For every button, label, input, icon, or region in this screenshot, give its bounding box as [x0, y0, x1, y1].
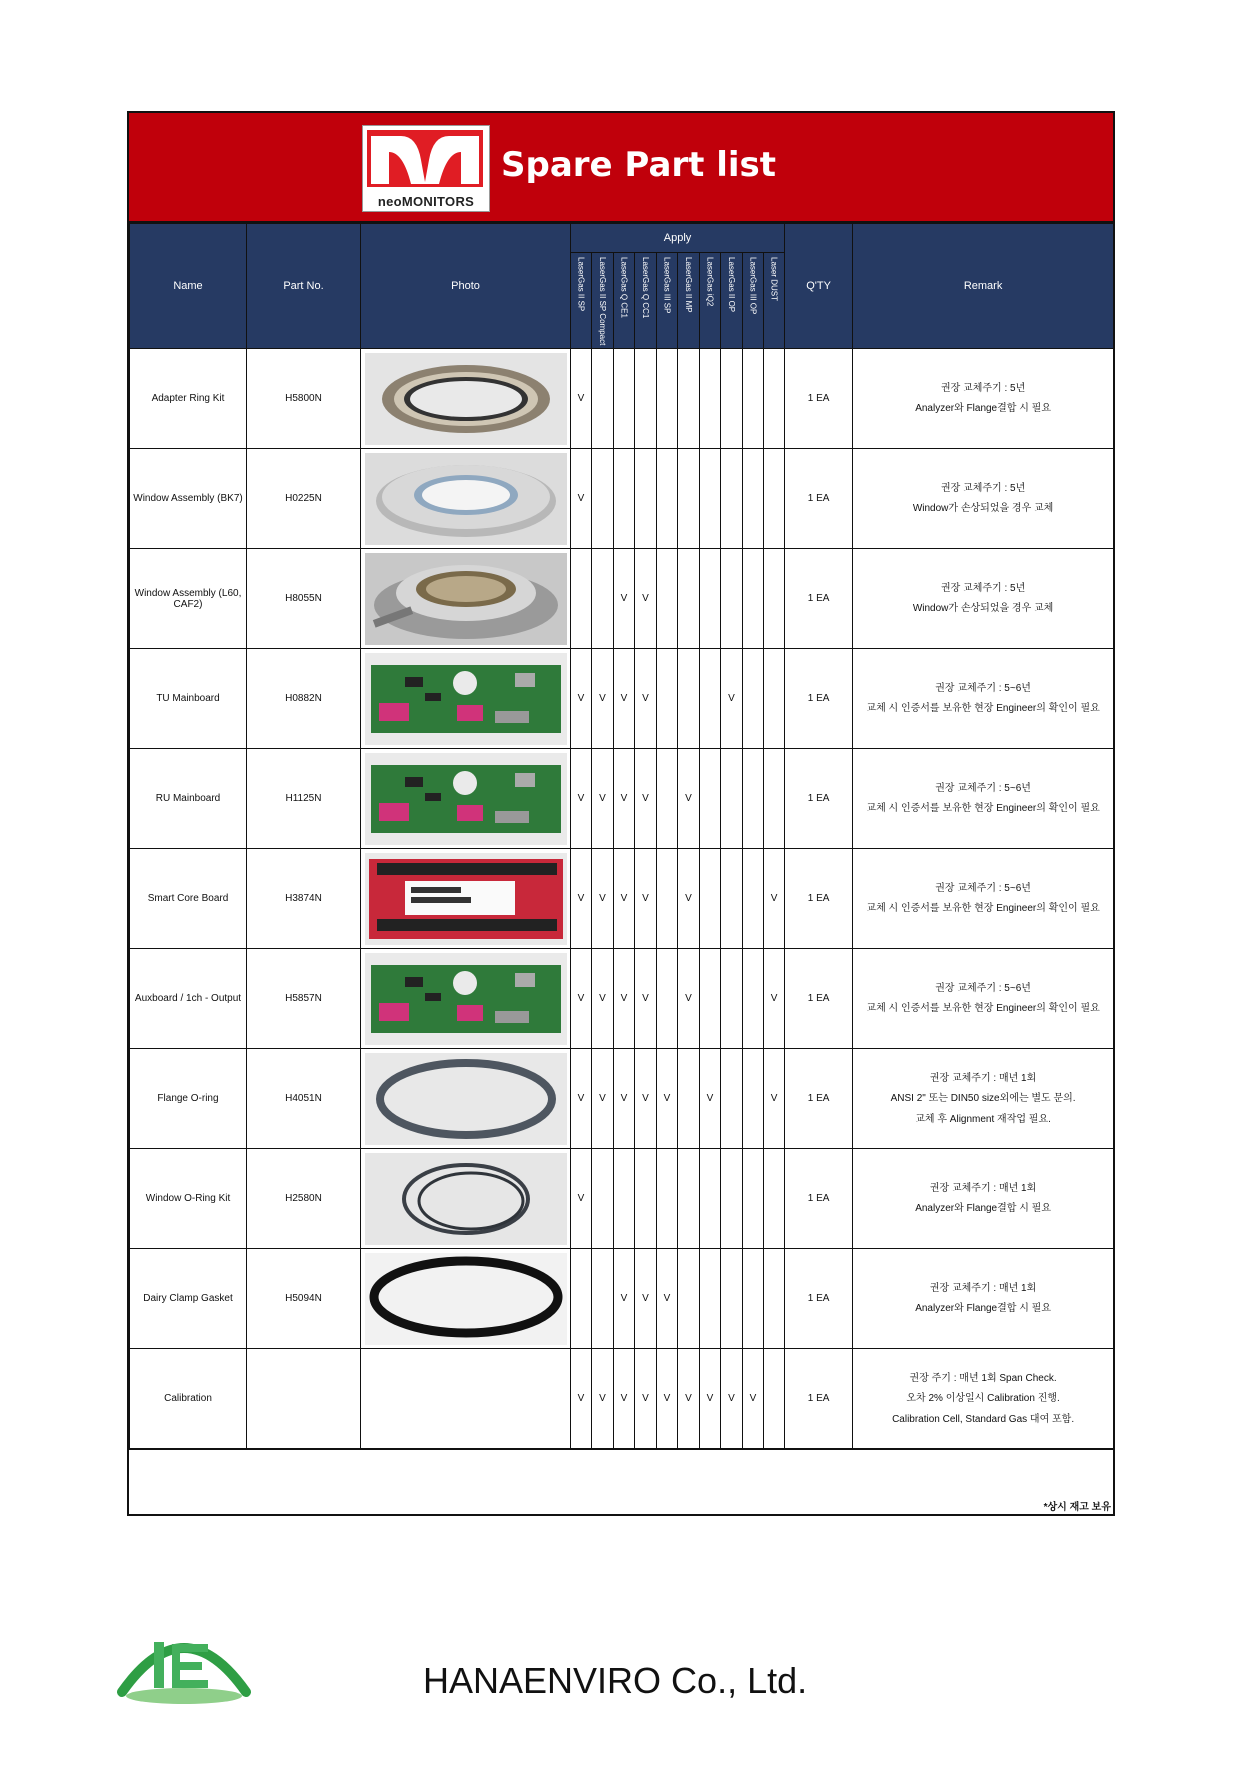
part-photo-cell	[361, 549, 571, 649]
apply-mark: V	[614, 1349, 635, 1449]
apply-mark	[721, 349, 743, 449]
remark-line: Analyzer와 Flange결합 시 필요	[915, 1203, 1051, 1215]
parts-table-body	[130, 349, 1114, 1449]
apply-mark: V	[635, 1349, 657, 1449]
apply-mark	[764, 549, 785, 649]
remark-line: 교체 시 인증서를 보유한 현장 Engineer의 확인이 필요	[866, 903, 1100, 915]
apply-mark	[721, 1249, 743, 1349]
part-photo-cell	[361, 349, 571, 449]
logo-text: neoMONITORS	[377, 194, 475, 209]
apply-mark: V	[592, 749, 614, 849]
apply-model-header: Laser DUST	[764, 253, 785, 349]
apply-mark	[743, 949, 764, 1049]
apply-mark: V	[764, 949, 785, 1049]
part-photo-cell	[361, 849, 571, 949]
remark-line: 권장 주기 : 매년 1회 Span Check.	[909, 1372, 1057, 1384]
apply-mark: V	[571, 949, 592, 1049]
apply-mark	[678, 1149, 700, 1249]
remark-line: Window가 손상되었을 경우 교체	[912, 603, 1054, 615]
apply-mark	[592, 449, 614, 549]
apply-mark	[635, 349, 657, 449]
quantity: 1 EA	[785, 849, 853, 949]
remark-line: 권장 교체주기 : 5년	[940, 482, 1026, 494]
part-photo	[365, 353, 567, 445]
apply-mark: V	[657, 1249, 678, 1349]
part-number: H5800N	[247, 349, 361, 449]
part-photo-cell	[361, 649, 571, 749]
apply-model-header: LaserGas II MP	[678, 253, 700, 349]
notes-area	[129, 1449, 1113, 1515]
apply-mark	[743, 1049, 764, 1149]
quantity: 1 EA	[785, 749, 853, 849]
part-photo	[365, 753, 567, 845]
remark-line: 교체 시 인증서를 보유한 현장 Engineer의 확인이 필요	[866, 703, 1100, 715]
apply-mark	[614, 449, 635, 549]
part-photo	[365, 1253, 567, 1345]
remark	[853, 1149, 1114, 1249]
apply-mark	[592, 1149, 614, 1249]
apply-mark	[657, 749, 678, 849]
apply-mark	[721, 549, 743, 649]
quantity: 1 EA	[785, 549, 853, 649]
part-number: H0225N	[247, 449, 361, 549]
apply-mark	[657, 549, 678, 649]
apply-mark: V	[614, 849, 635, 949]
part-name: Dairy Clamp Gasket	[130, 1249, 247, 1349]
remark-line: 권장 교체주기 : 매년 1회	[929, 1282, 1037, 1294]
apply-mark: V	[614, 749, 635, 849]
remark	[853, 749, 1114, 849]
apply-mark	[614, 349, 635, 449]
part-number	[247, 1349, 361, 1449]
apply-mark	[571, 549, 592, 649]
part-name: Window Assembly (L60, CAF2)	[130, 549, 247, 649]
remark-line: Analyzer와 Flange결합 시 필요	[915, 403, 1051, 415]
apply-mark	[657, 1149, 678, 1249]
apply-mark	[635, 1149, 657, 1249]
apply-mark: V	[700, 1049, 721, 1149]
apply-mark	[743, 1149, 764, 1249]
apply-mark: V	[721, 649, 743, 749]
quantity: 1 EA	[785, 649, 853, 749]
table-row	[130, 849, 1114, 949]
part-number: H3874N	[247, 849, 361, 949]
parts-table	[129, 223, 1114, 1449]
apply-mark: V	[678, 749, 700, 849]
apply-mark: V	[614, 949, 635, 1049]
table-row	[130, 1049, 1114, 1149]
apply-mark	[721, 1149, 743, 1249]
apply-mark	[743, 449, 764, 549]
company-name: HANAENVIRO Co., Ltd.	[423, 1660, 808, 1701]
remark-line: 권장 교체주기 : 5~6년	[935, 882, 1031, 894]
apply-mark	[721, 949, 743, 1049]
apply-model-header: LaserGas iQ2	[700, 253, 721, 349]
table-row	[130, 949, 1114, 1049]
logo-mark-icon	[367, 130, 483, 187]
apply-mark: V	[764, 1049, 785, 1149]
remark-line: 권장 교체주기 : 5~6년	[935, 682, 1031, 694]
apply-mark	[678, 549, 700, 649]
remark	[853, 849, 1114, 949]
table-row	[130, 1349, 1114, 1449]
apply-mark: V	[635, 549, 657, 649]
apply-mark	[700, 549, 721, 649]
apply-model-header: LaserGas Q CE1	[614, 253, 635, 349]
apply-mark: V	[571, 749, 592, 849]
apply-mark	[678, 449, 700, 549]
remark	[853, 949, 1114, 1049]
apply-mark	[657, 349, 678, 449]
table-row	[130, 1249, 1114, 1349]
part-name: RU Mainboard	[130, 749, 247, 849]
apply-mark: V	[571, 449, 592, 549]
apply-mark: V	[592, 1349, 614, 1449]
remark	[853, 1349, 1114, 1449]
apply-mark: V	[678, 849, 700, 949]
remark-line: 오차 2% 이상일시 Calibration 진행.	[906, 1393, 1060, 1405]
spare-part-sheet	[127, 111, 1115, 1516]
apply-mark	[764, 749, 785, 849]
apply-mark	[764, 449, 785, 549]
apply-mark	[700, 1249, 721, 1349]
part-name: Auxboard / 1ch - Output	[130, 949, 247, 1049]
part-name: Window Assembly (BK7)	[130, 449, 247, 549]
apply-mark: V	[678, 1349, 700, 1449]
part-name: Window O-Ring Kit	[130, 1149, 247, 1249]
remark-line: Calibration Cell, Standard Gas 대여 포함.	[892, 1413, 1075, 1425]
part-number: H2580N	[247, 1149, 361, 1249]
remark-line: 교체 시 인증서를 보유한 현장 Engineer의 확인이 필요	[866, 1003, 1100, 1015]
part-photo	[365, 453, 567, 545]
remark-line: 권장 교체주기 : 5~6년	[935, 982, 1031, 994]
apply-mark: V	[635, 849, 657, 949]
quantity: 1 EA	[785, 1349, 853, 1449]
apply-mark: V	[571, 349, 592, 449]
apply-mark: V	[592, 1049, 614, 1149]
col-header-remark: Remark	[853, 224, 1114, 349]
apply-mark: V	[614, 1049, 635, 1149]
part-photo-cell	[361, 1349, 571, 1449]
col-header-photo: Photo	[361, 224, 571, 349]
part-name: Adapter Ring Kit	[130, 349, 247, 449]
remark	[853, 349, 1114, 449]
neomonitors-logo	[362, 125, 490, 212]
apply-mark	[592, 549, 614, 649]
apply-mark: V	[571, 649, 592, 749]
stock-note: *상시 재고 보유	[1043, 1502, 1111, 1514]
part-photo-cell	[361, 749, 571, 849]
part-photo	[365, 1153, 567, 1245]
remark-line: 권장 교체주기 : 매년 1회	[929, 1182, 1037, 1194]
apply-mark	[614, 1149, 635, 1249]
part-number: H4051N	[247, 1049, 361, 1149]
apply-mark	[743, 849, 764, 949]
part-name: TU Mainboard	[130, 649, 247, 749]
part-photo-cell	[361, 1249, 571, 1349]
apply-mark	[743, 749, 764, 849]
part-number: H0882N	[247, 649, 361, 749]
part-photo	[365, 1053, 567, 1145]
apply-mark	[764, 1149, 785, 1249]
apply-mark: V	[592, 649, 614, 749]
table-row	[130, 749, 1114, 849]
part-photo-cell	[361, 1049, 571, 1149]
apply-mark	[721, 1049, 743, 1149]
apply-model-header: LaserGas II SP	[571, 253, 592, 349]
table-row	[130, 649, 1114, 749]
remark-line: Window가 손상되었을 경우 교체	[912, 503, 1054, 515]
table-row	[130, 349, 1114, 449]
apply-mark: V	[635, 649, 657, 749]
remark-line: 교체 후 Alignment 재작업 필요.	[915, 1113, 1051, 1125]
part-photo	[365, 953, 567, 1045]
apply-mark	[721, 749, 743, 849]
apply-mark	[743, 349, 764, 449]
col-header-name: Name	[130, 224, 247, 349]
table-row	[130, 549, 1114, 649]
apply-mark	[657, 949, 678, 1049]
apply-mark	[700, 949, 721, 1049]
apply-mark	[657, 649, 678, 749]
apply-mark: V	[635, 1249, 657, 1349]
apply-mark: V	[571, 1349, 592, 1449]
remark	[853, 449, 1114, 549]
apply-mark: V	[721, 1349, 743, 1449]
apply-mark: V	[678, 949, 700, 1049]
apply-mark: V	[614, 549, 635, 649]
quantity: 1 EA	[785, 1049, 853, 1149]
part-photo-cell	[361, 449, 571, 549]
apply-mark	[678, 349, 700, 449]
apply-mark	[571, 1249, 592, 1349]
apply-mark	[764, 1349, 785, 1449]
remark	[853, 649, 1114, 749]
apply-mark	[764, 349, 785, 449]
part-name: Calibration	[130, 1349, 247, 1449]
apply-model-header: LaserGas Q CC1	[635, 253, 657, 349]
remark-line: 권장 교체주기 : 매년 1회	[929, 1072, 1037, 1084]
remark	[853, 549, 1114, 649]
table-row	[130, 1149, 1114, 1249]
page-title: Spare Part list	[501, 145, 777, 185]
part-name: Flange O-ring	[130, 1049, 247, 1149]
apply-mark	[743, 1249, 764, 1349]
apply-model-header: LaserGas II SP Compact	[592, 253, 614, 349]
apply-model-header: LaserGas III SP	[657, 253, 678, 349]
apply-mark: V	[635, 749, 657, 849]
part-photo	[365, 553, 567, 645]
apply-mark	[592, 349, 614, 449]
apply-mark	[743, 649, 764, 749]
apply-mark	[764, 1249, 785, 1349]
apply-mark: V	[571, 849, 592, 949]
remark-line: 권장 교체주기 : 5~6년	[935, 782, 1031, 794]
apply-mark	[635, 449, 657, 549]
part-number: H5857N	[247, 949, 361, 1049]
apply-model-header: LaserGas II OP	[721, 253, 743, 349]
hanaenviro-logo-icon	[114, 1614, 254, 1709]
apply-model-header: LaserGas III OP	[743, 253, 764, 349]
part-photo	[365, 853, 567, 945]
remark-line: ANSI 2" 또는 DIN50 size외에는 별도 문의.	[890, 1093, 1076, 1105]
apply-mark: V	[700, 1349, 721, 1449]
apply-mark: V	[614, 1249, 635, 1349]
apply-mark: V	[635, 949, 657, 1049]
col-header-apply: Apply	[571, 224, 785, 253]
apply-mark	[700, 649, 721, 749]
apply-mark: V	[571, 1049, 592, 1149]
apply-mark: V	[635, 1049, 657, 1149]
apply-mark	[764, 649, 785, 749]
remark	[853, 1249, 1114, 1349]
col-header-qty: Q'TY	[785, 224, 853, 349]
apply-mark	[657, 449, 678, 549]
col-header-part-no: Part No.	[247, 224, 361, 349]
remark	[853, 1049, 1114, 1149]
apply-mark: V	[571, 1149, 592, 1249]
apply-mark	[743, 549, 764, 649]
apply-mark	[700, 349, 721, 449]
apply-mark: V	[592, 849, 614, 949]
quantity: 1 EA	[785, 349, 853, 449]
quantity: 1 EA	[785, 949, 853, 1049]
remark-line: 교체 시 인증서를 보유한 현장 Engineer의 확인이 필요	[866, 803, 1100, 815]
apply-mark	[721, 849, 743, 949]
quantity: 1 EA	[785, 1149, 853, 1249]
apply-mark: V	[657, 1049, 678, 1149]
apply-mark	[700, 1149, 721, 1249]
apply-mark	[700, 749, 721, 849]
apply-mark	[657, 849, 678, 949]
remark-line: 권장 교체주기 : 5년	[940, 582, 1026, 594]
part-photo-cell	[361, 949, 571, 1049]
part-number: H5094N	[247, 1249, 361, 1349]
remark-line: Analyzer와 Flange결합 시 필요	[915, 1303, 1051, 1315]
apply-mark	[721, 449, 743, 549]
apply-mark: V	[657, 1349, 678, 1449]
part-photo	[365, 653, 567, 745]
apply-mark: V	[764, 849, 785, 949]
apply-mark	[678, 1049, 700, 1149]
apply-mark	[700, 849, 721, 949]
apply-mark: V	[592, 949, 614, 1049]
apply-mark	[678, 1249, 700, 1349]
apply-mark	[700, 449, 721, 549]
apply-mark: V	[743, 1349, 764, 1449]
quantity: 1 EA	[785, 449, 853, 549]
part-number: H8055N	[247, 549, 361, 649]
part-name: Smart Core Board	[130, 849, 247, 949]
part-number: H1125N	[247, 749, 361, 849]
title-banner	[129, 113, 1113, 223]
part-photo-cell	[361, 1149, 571, 1249]
table-row	[130, 449, 1114, 549]
apply-mark	[678, 649, 700, 749]
quantity: 1 EA	[785, 1249, 853, 1349]
apply-mark: V	[614, 649, 635, 749]
apply-mark	[592, 1249, 614, 1349]
remark-line: 권장 교체주기 : 5년	[940, 382, 1026, 394]
